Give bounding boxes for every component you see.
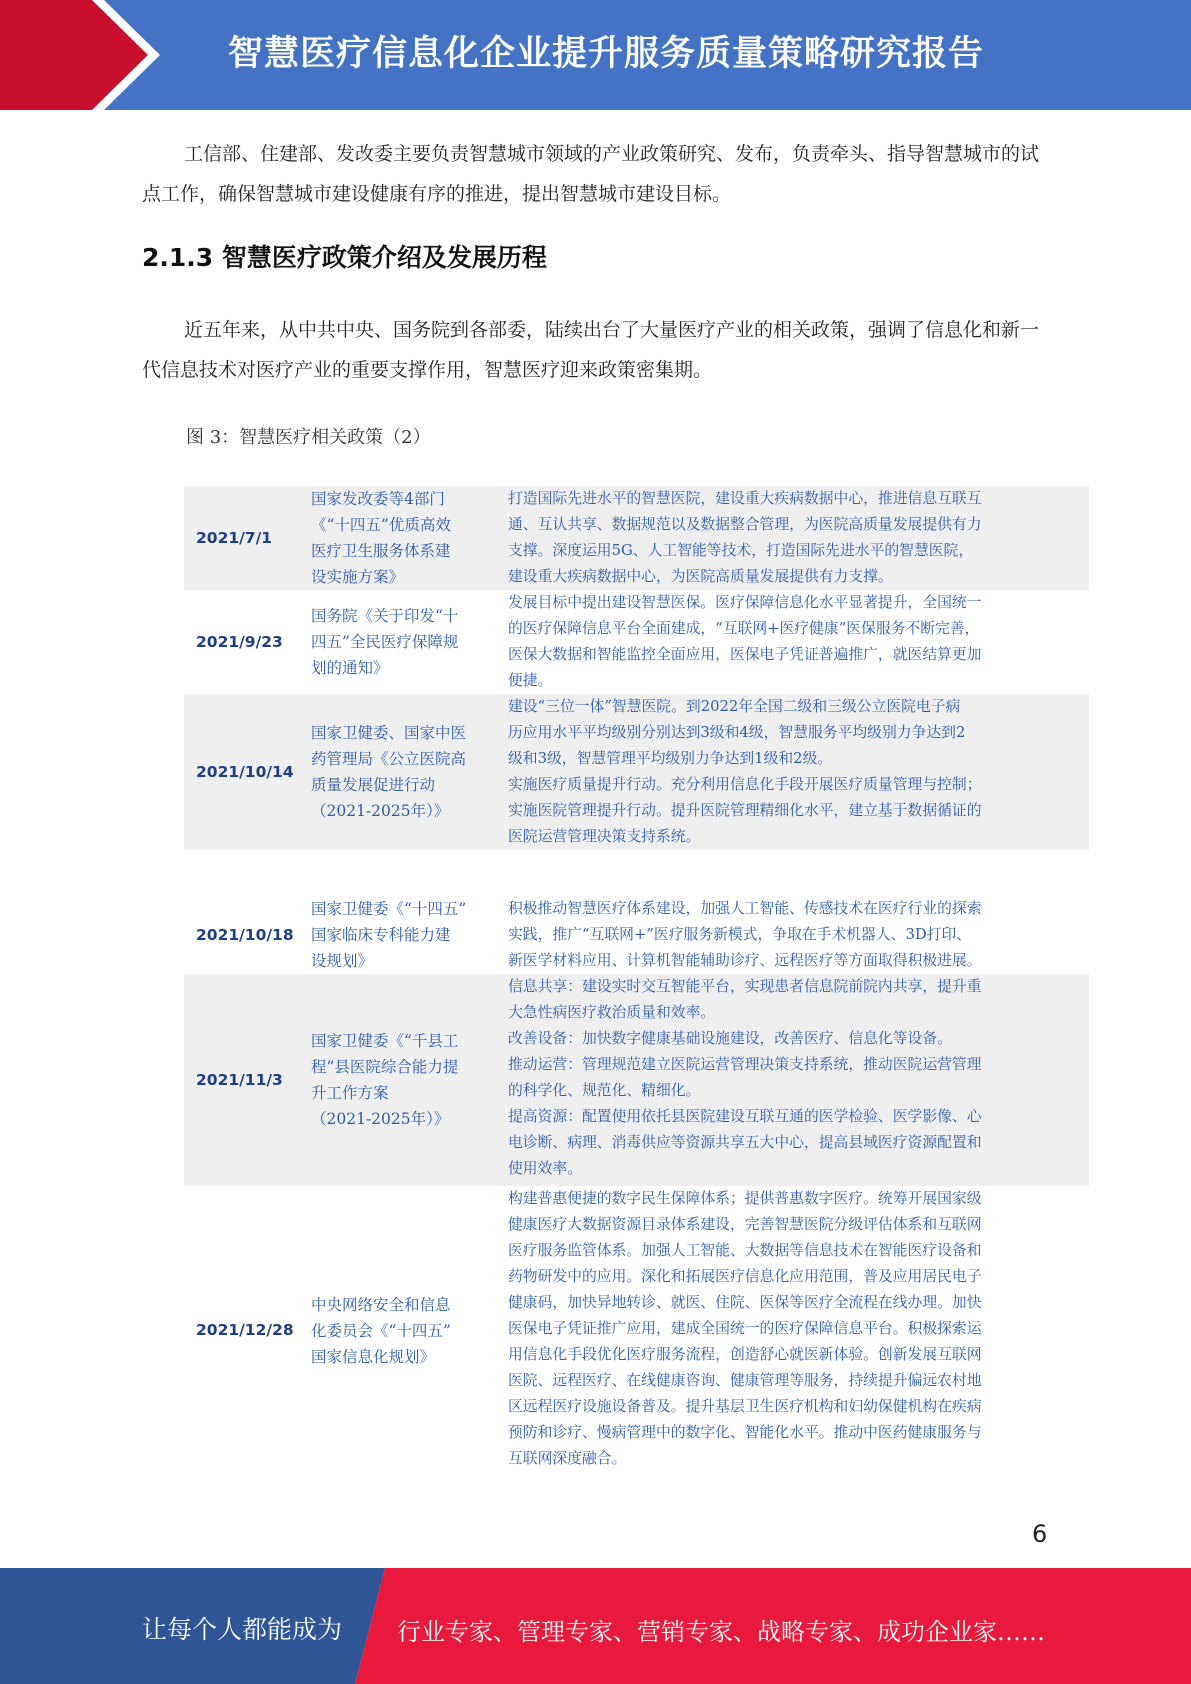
policy-date: 2021/10/14	[196, 763, 294, 781]
section-heading: 2.1.3 智慧医疗政策介绍及发展历程	[142, 243, 547, 272]
figure-caption: 图 3：智慧医疗相关政策（2）	[186, 427, 431, 448]
policy-name: 国家卫健委《“千县工 程”县医院综合能力提 升工作方案 （2021-2025年）》	[311, 1032, 459, 1128]
footer-slogan-right: 行业专家、管理专家、营销专家、战略专家、成功企业家……	[397, 1618, 1045, 1646]
policy-content: 信息共享：建设实时交互智能平台，实现患者信息院前院内共享，提升重 大急性病医疗救治质量和效率。 改善设备：加快数字健康基础设施建设，改善医疗、信息化等设备。 推动运营：管理规范建立医院运营管理决策支持系统，推动医院运营管理 的科学化、规范化、精细化。 提高资源：配置使用依托县医院建设互联互通的医学检验、医学影像、心 电诊断、病理、消毒供应等资源共享五大中心，提高县域医疗资源配置和 使用效率。	[508, 978, 982, 1177]
footer-slogan-left: 让每个人都能成为	[142, 1615, 343, 1644]
table-row	[184, 486, 1089, 590]
intro-paragraph: 工信部、住建部、发改委主要负责智慧城市领域的产业政策研究、发布，负责牵头、指导智慧城市的试点工作，确保智慧城市建设健康有序的推进，提出智慧城市建设目标。	[142, 143, 1040, 205]
policy-content: 积极推动智慧医疗体系建设，加强人工智能、传感技术在医疗行业的探索 实践，推广“互联网+”医疗服务新模式，争取在手术机器人、3D打印、 新医学材料应用、计算机智能辅助诊疗、远程医疗等方面取得积极进展。	[508, 900, 982, 969]
table-row	[184, 974, 1089, 1186]
policy-date: 2021/11/3	[196, 1071, 283, 1089]
policy-date: 2021/9/23	[196, 633, 283, 651]
policy-content: 构建普惠便捷的数字民生保障体系；提供普惠数字医疗。统筹开展国家级 健康医疗大数据资源目录体系建设，完善智慧医院分级评估体系和互联网 医疗服务监管体系。加强人工智能、大数据等信息技术在智能医疗设备和 药物研发中的应用。深化和拓展医疗信息化应用范围，普及应用居民电子 健康码，加快异地转诊、就医、住院、医保等医疗全流程在线办理。加快 医保电子凭证推广应用，建成全国统一的医疗保障信息平台。积极探索运 用信息化手段优化医疗服务流程，创造舒心就医新体验。创新发展互联网 医院、远程医疗、在线健康咨询、健康管理等服务，持续提升偏远农村地 区远程医疗设施设备普及。提升基层卫生医疗机构和妇幼保健机构在疾病 预防和诊疗、慢病管理中的数字化、智能化水平。推动中医药健康服务与 互联网深度融合。	[508, 1190, 982, 1467]
policy-date: 2021/12/28	[196, 1321, 294, 1339]
policy-name: 中央网络安全和信息 化委员会《“十四五” 国家信息化规划》	[311, 1296, 451, 1366]
table-row	[184, 1186, 1089, 1476]
page-header	[0, 0, 1191, 110]
policy-paragraph: 近五年来，从中共中央、国务院到各部委，陆续出台了大量医疗产业的相关政策，强调了信息化和新一代信息技术对医疗产业的重要支撑作用，智慧医疗迎来政策密集期。	[142, 319, 1040, 381]
policy-date: 2021/7/1	[196, 529, 273, 547]
table-row	[184, 896, 1089, 974]
policy-name: 国家卫健委、国家中医 药管理局《公立医院高 质量发展促进行动 （2021-2025年）》	[311, 724, 467, 820]
table-row	[184, 694, 1089, 850]
policy-content: 建设“三位一体”智慧医院。到2022年全国二级和三级公立医院电子病 历应用水平平均级别分别达到3级和4级，智慧服务平均级别力争达到2 级和3级，智慧管理平均级别力争达到1级和2级。 实施医疗质量提升行动。充分利用信息化手段开展医疗质量管理与控制； 实施医院管理提升行动。提升医院管理精细化水平，建立基于数据循证的 医院运营管理决策支持系统。	[508, 698, 982, 845]
policy-name: 国家发改委等4部门 《“十四五”优质高效 医疗卫生服务体系建 设实施方案》	[311, 490, 451, 586]
report-title: 智慧医疗信息化企业提升服务质量策略研究报告	[228, 34, 985, 74]
policy-name: 国务院《关于印发“十 四五”全民医疗保障规 划的通知》	[311, 607, 459, 677]
policy-content: 打造国际先进水平的智慧医院，建设重大疾病数据中心，推进信息互联互 通、互认共享、数据规范以及数据整合管理，为医院高质量发展提供有力 支撑。深度运用5G、人工智能等技术，打造国际先进水平的智慧医院， 建设重大疾病数据中心，为医院高质量发展提供有力支撑。	[508, 490, 982, 585]
policy-content: 发展目标中提出建设智慧医保。医疗保障信息化水平显著提升，全国统一 的医疗保障信息平台全面建成，“互联网+医疗健康”医保服务不断完善， 医保大数据和智能监控全面应用，医保电子凭证普遍推广，就医结算更加 便捷。	[508, 594, 982, 689]
policy-date: 2021/10/18	[196, 926, 294, 944]
table-row	[184, 590, 1089, 694]
page-number: 6	[1032, 1520, 1048, 1548]
policy-name: 国家卫健委《“十四五” 国家临床专科能力建 设规划》	[311, 900, 467, 970]
page-footer	[0, 1568, 1191, 1684]
